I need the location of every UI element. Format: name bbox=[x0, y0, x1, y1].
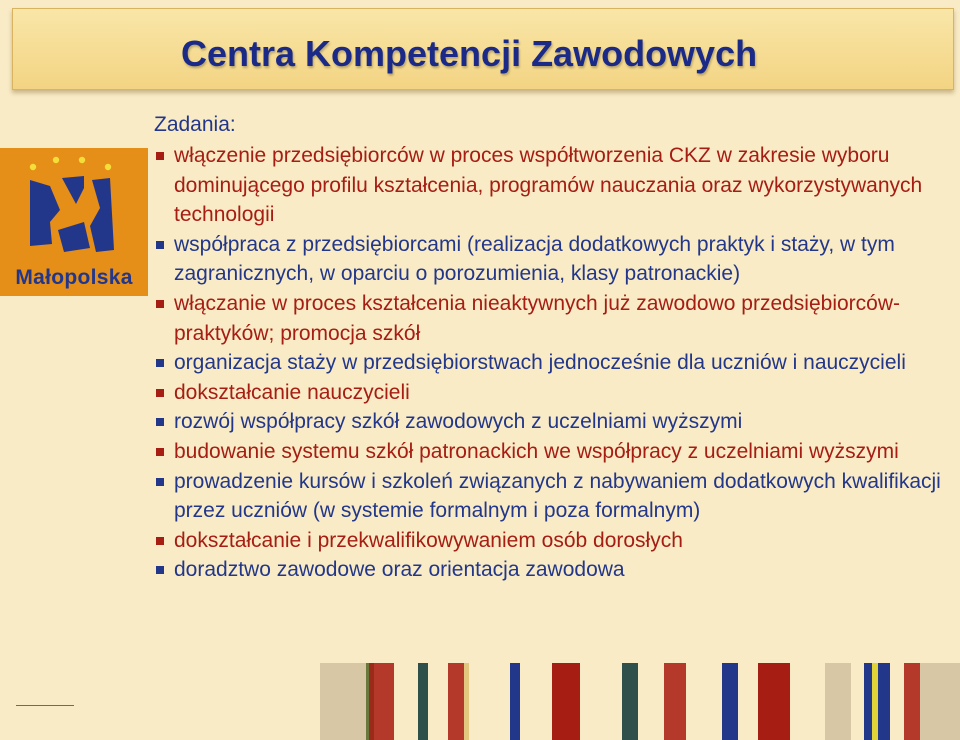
list-item bbox=[154, 526, 954, 556]
list-item bbox=[154, 348, 954, 378]
bullet-square-icon bbox=[156, 300, 164, 308]
stripe bbox=[320, 663, 366, 740]
stripe bbox=[622, 663, 638, 740]
list-item-text: rozwój współpracy szkół zawodowych z uczelniami wyższymi bbox=[174, 410, 743, 434]
list-item-text: prowadzenie kursów i szkoleń związanych z nabywaniem dodatkowych kwalifikacji przez uczniów (w systemie formalnym i poza formalnym) bbox=[174, 469, 941, 523]
list-item-text: budowanie systemu szkół patronackich we współpracy z uczelniami wyższymi bbox=[174, 439, 899, 463]
stripe bbox=[758, 663, 790, 740]
stripe bbox=[664, 663, 686, 740]
list-item bbox=[154, 289, 954, 348]
list-item bbox=[154, 141, 954, 230]
tasks-list bbox=[154, 141, 954, 585]
list-item bbox=[154, 230, 954, 289]
list-item bbox=[154, 437, 954, 467]
bullet-square-icon bbox=[156, 448, 164, 456]
list-item bbox=[154, 555, 954, 585]
bullet-square-icon bbox=[156, 389, 164, 397]
bullet-square-icon bbox=[156, 418, 164, 426]
stripe bbox=[904, 663, 920, 740]
list-item bbox=[154, 467, 954, 526]
stripe bbox=[418, 663, 428, 740]
list-item-text: dokształcanie nauczycieli bbox=[174, 380, 410, 404]
list-item-text: dokształcanie i przekwalifikowywaniem osób dorosłych bbox=[174, 528, 683, 552]
slide-line bbox=[16, 705, 74, 706]
stripe bbox=[878, 663, 890, 740]
stripe bbox=[825, 663, 851, 740]
tasks-heading: Zadania: bbox=[154, 113, 236, 136]
list-item-text: doradztwo zawodowe oraz orientacja zawodowa bbox=[174, 558, 625, 582]
bullet-square-icon bbox=[156, 478, 164, 486]
list-item-text: współpraca z przedsiębiorcami (realizacja dodatkowych praktyk i staży, w tym zagranicznych, w oparciu o porozumienia, klasy patronackie) bbox=[174, 232, 895, 286]
stripe bbox=[448, 663, 464, 740]
bullet-square-icon bbox=[156, 241, 164, 249]
bullet-square-icon bbox=[156, 537, 164, 545]
list-item bbox=[154, 378, 954, 408]
list-item-text: włączenie przedsiębiorców w proces współtworzenia CKZ w zakresie wyboru dominującego profilu kształcenia, programów nauczania oraz wykorzystywanych technologii bbox=[174, 144, 923, 227]
bullet-square-icon bbox=[156, 359, 164, 367]
bullet-square-icon bbox=[156, 566, 164, 574]
stripe bbox=[464, 663, 469, 740]
bullet-square-icon bbox=[156, 152, 164, 160]
list-item-text: organizacja staży w przedsiębiorstwach jednocześnie dla uczniów i nauczycieli bbox=[174, 351, 906, 375]
decorative-stripes bbox=[320, 663, 960, 740]
stripe bbox=[864, 663, 872, 740]
list-item-text: włączanie w proces kształcenia nieaktywnych już zawodowo przedsiębiorców-praktyków; promocja szkół bbox=[174, 291, 900, 345]
stripe bbox=[510, 663, 520, 740]
page-title: Centra Kompetencji Zawodowych bbox=[181, 33, 758, 74]
logo-text: Małopolska bbox=[15, 266, 133, 289]
title-bar bbox=[12, 8, 954, 90]
list-item bbox=[154, 407, 954, 437]
stripe bbox=[722, 663, 738, 740]
stripe bbox=[552, 663, 580, 740]
stripe bbox=[920, 663, 960, 740]
stripe bbox=[374, 663, 394, 740]
malopolska-logo bbox=[0, 148, 148, 296]
